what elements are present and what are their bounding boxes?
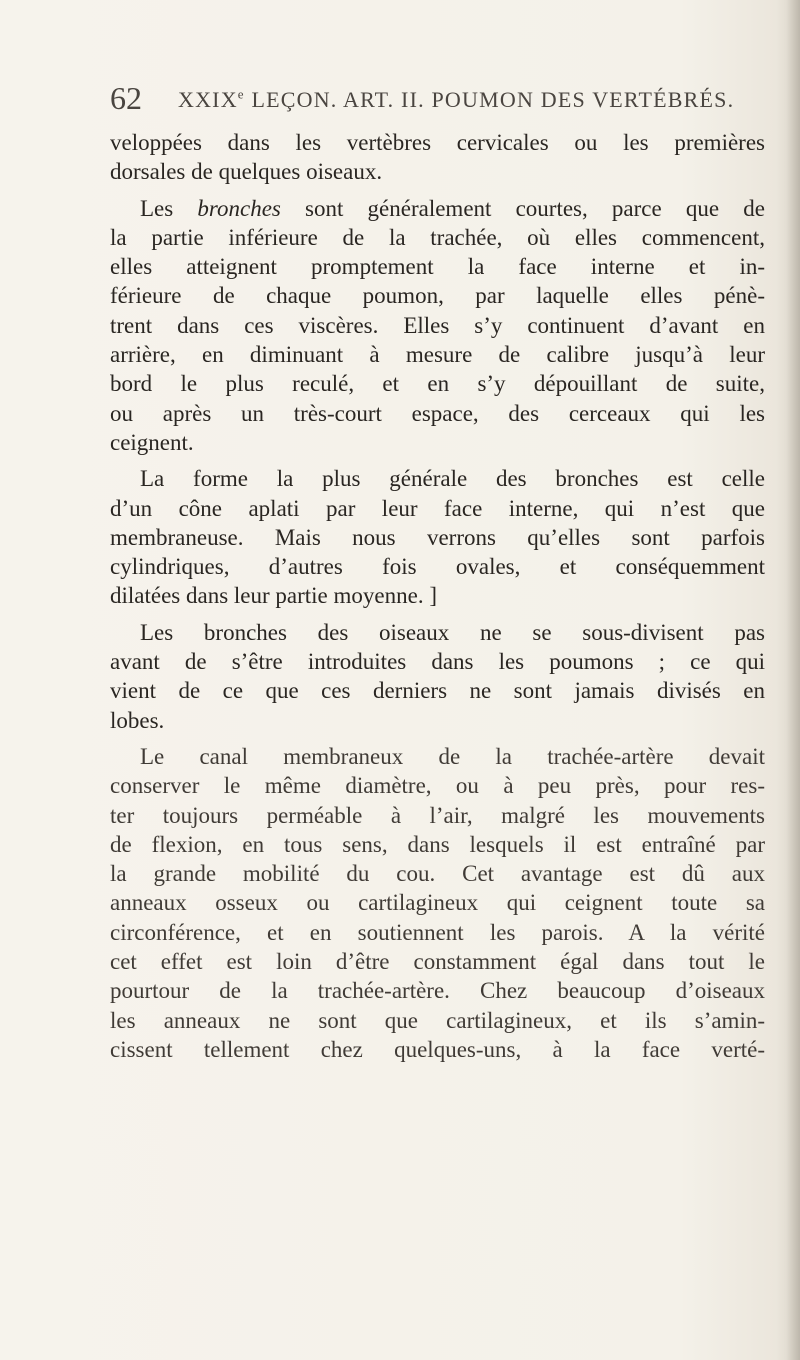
text-line: cylindriques, d’autres fois ovales, et conséquemment xyxy=(110,554,765,580)
text-line: les anneaux ne sont que cartilagineux, et ils s’amin- xyxy=(110,1007,765,1033)
text-line: de flexion, en tous sens, dans lesquels il est entraîné par xyxy=(110,831,765,857)
text-line: ter toujours perméable à l’air, malgré les mouvements xyxy=(110,802,765,828)
text-line: anneaux osseux ou cartilagineux qui ceignent toute sa xyxy=(110,890,765,916)
text-line: ceignent. xyxy=(110,429,194,455)
line-prefix: Les xyxy=(140,195,198,221)
text-line: dorsales de quelques oiseaux. xyxy=(110,159,383,185)
paragraph-5 xyxy=(110,742,765,1064)
running-head-lesson: XXIX xyxy=(178,87,238,112)
running-head-title: LEÇON. ART. II. POUMON DES VERTÉBRÉS. xyxy=(244,87,735,112)
page-header xyxy=(110,78,750,118)
paragraph-1 xyxy=(110,128,765,187)
page-number: 62 xyxy=(110,80,142,116)
text-line: La forme la plus générale des bronches est celle xyxy=(140,466,765,492)
italic-term: bronches xyxy=(197,195,281,221)
text-line: conserver le même diamètre, ou à peu près, pour res- xyxy=(110,773,765,799)
paragraph-2 xyxy=(110,194,765,458)
line-rest: sont généralement courtes, parce que de xyxy=(280,195,765,221)
paragraph-3 xyxy=(110,464,765,610)
text-line: avant de s’être introduites dans les poumons ; ce qui xyxy=(110,649,765,675)
text-line: la partie inférieure de la trachée, où elles commencent, xyxy=(110,224,765,250)
text-line: trent dans ces viscères. Elles s’y continuent d’avant en xyxy=(110,312,765,338)
text-line: membraneuse. Mais nous verrons qu’elles sont parfois xyxy=(110,524,765,550)
text-line: cissent tellement chez quelques-uns, à la face verté- xyxy=(110,1036,765,1062)
text-line: férieure de chaque poumon, par laquelle elles pénè- xyxy=(110,283,765,309)
text-line: vient de ce que ces derniers ne sont jamais divisés en xyxy=(110,678,765,704)
text-line: dilatées dans leur partie moyenne. ] xyxy=(110,583,437,609)
text-line: bord le plus reculé, et en s’y dépouillant de suite, xyxy=(110,371,765,397)
text-line: Le canal membraneux de la trachée-artère devait xyxy=(140,743,765,769)
body-text xyxy=(110,128,765,1064)
text-line: elles atteignent promptement la face interne et in- xyxy=(110,254,765,280)
text-line: la grande mobilité du cou. Cet avantage est dû aux xyxy=(110,861,765,887)
text-line: lobes. xyxy=(110,707,165,733)
text-line: circonférence, et en soutiennent les parois. A la vérité xyxy=(110,919,765,945)
text-line: veloppées dans les vertèbres cervicales ou les premières xyxy=(110,130,765,155)
text-line xyxy=(110,194,765,223)
page-edge-shadow xyxy=(786,0,800,1360)
text-line: pourtour de la trachée-artère. Chez beaucoup d’oiseaux xyxy=(110,978,765,1004)
text-line: cet effet est loin d’être constamment égal dans tout le xyxy=(110,949,765,975)
running-head-superscript: e xyxy=(237,86,245,102)
text-line: ou après un très-court espace, des cerceaux qui les xyxy=(110,400,765,426)
text-line: arrière, en diminuant à mesure de calibre jusqu’à leur xyxy=(110,342,765,368)
paragraph-4 xyxy=(110,618,765,735)
text-line: Les bronches des oiseaux ne se sous-divisent pas xyxy=(140,619,765,645)
text-line: d’un cône aplati par leur face interne, qui n’est que xyxy=(110,495,765,521)
running-head xyxy=(178,84,734,116)
